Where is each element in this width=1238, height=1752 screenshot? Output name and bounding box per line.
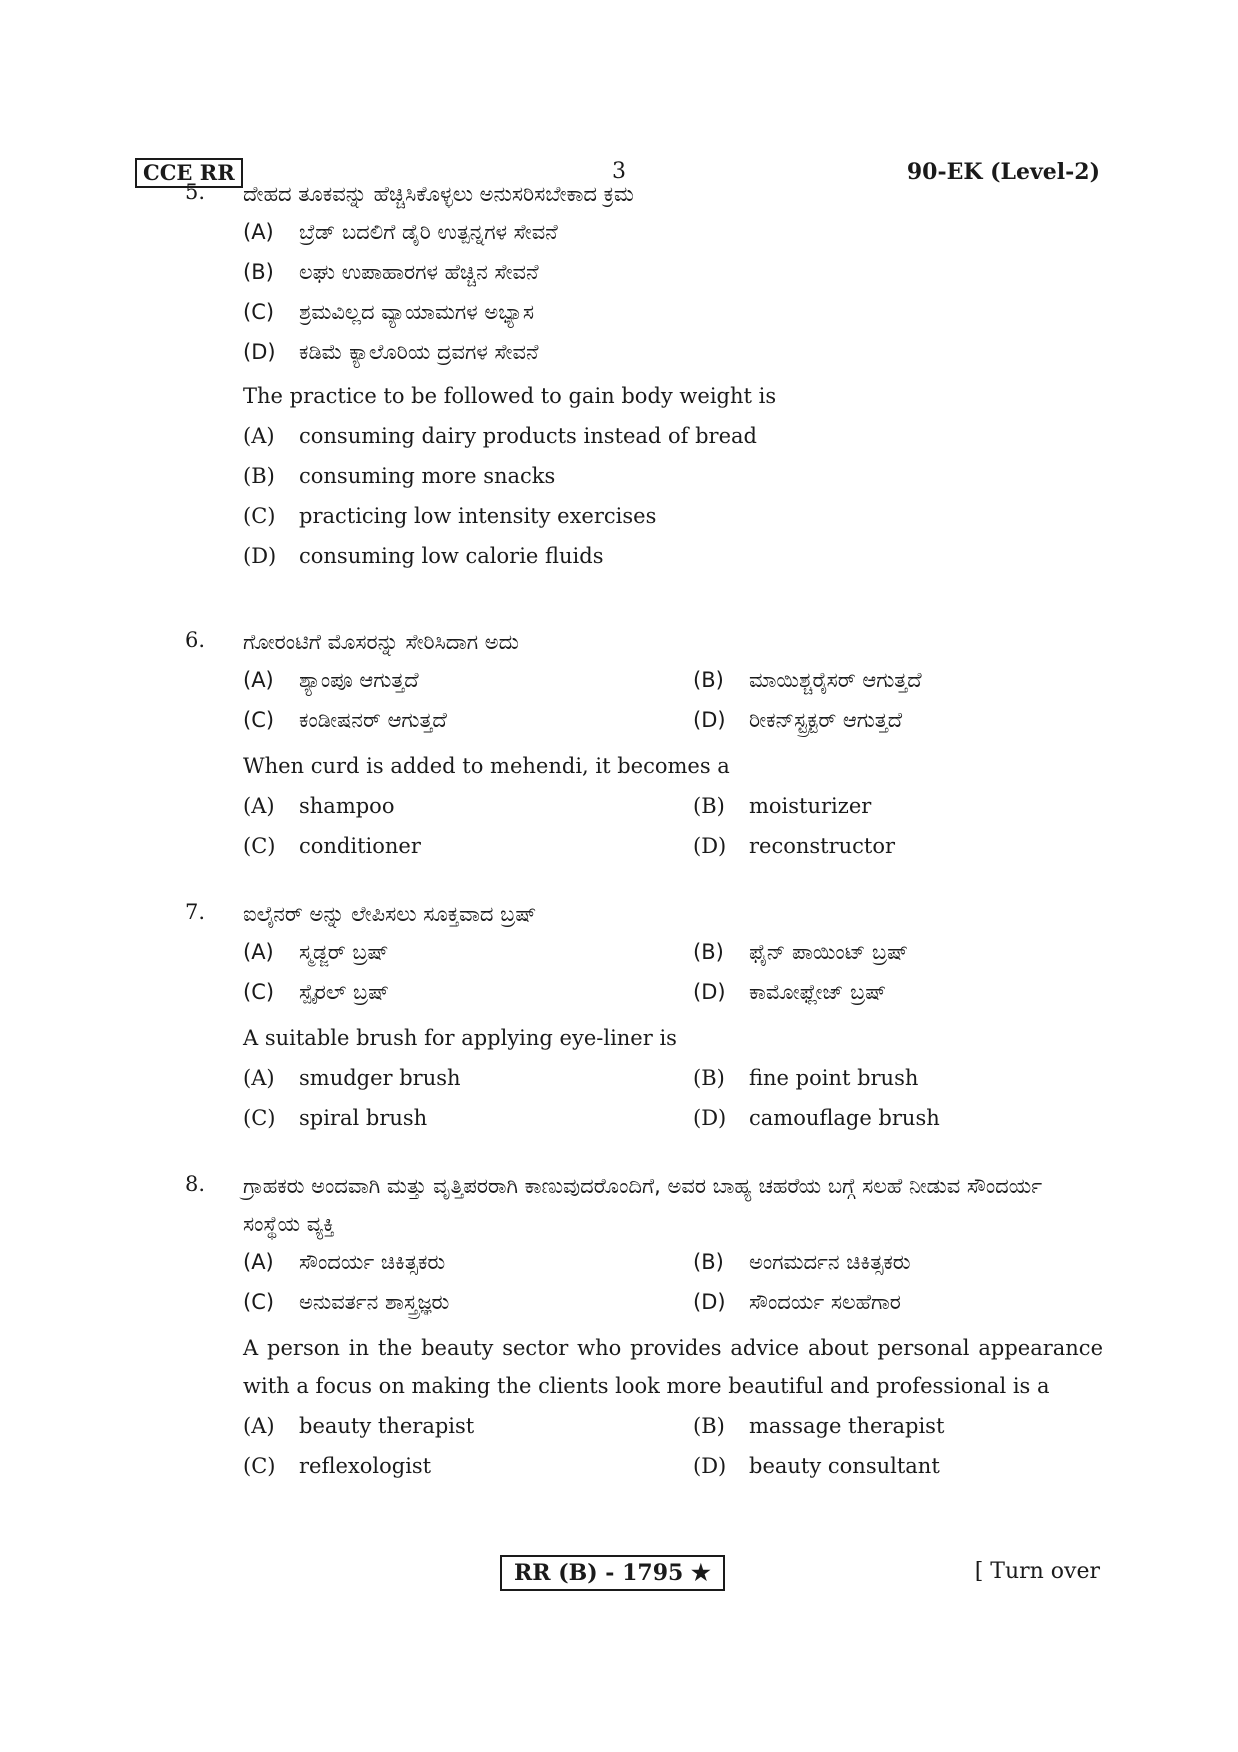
option-label: (C): [243, 980, 275, 1004]
page-number: 3: [612, 159, 626, 184]
option-label: (B): [693, 1250, 724, 1274]
option: [693, 1099, 1103, 1137]
options-kannada: [243, 213, 1103, 371]
option-label: (A): [243, 668, 274, 692]
option-label: (D): [693, 980, 726, 1004]
option-label: (B): [243, 260, 274, 284]
paper-code: 90-EK (Level-2): [906, 159, 1100, 185]
header-code-box: CCE RR: [135, 158, 243, 188]
option-label: (A): [243, 940, 274, 964]
option: [243, 537, 1103, 575]
option-text: ಸ್ಮಡ್ಜರ್ ಬ್ರಷ್: [299, 940, 389, 964]
option-text: spiral brush: [299, 1106, 428, 1130]
question-5: [185, 175, 1105, 577]
option-text: practicing low intensity exercises: [299, 504, 657, 528]
question-stem-english: A suitable brush for applying eye-liner is: [243, 1026, 677, 1050]
option: [693, 1059, 1103, 1097]
option-label: (B): [243, 464, 275, 488]
option: [243, 1407, 693, 1445]
option-text: ಅನುವರ್ತನ ಶಾಸ್ತ್ರಜ್ಞರು: [299, 1290, 450, 1314]
options-kannada: [243, 933, 1103, 1013]
option-text: consuming more snacks: [299, 464, 556, 488]
option-label: (D): [693, 1106, 727, 1130]
option: [693, 701, 1103, 739]
option-text: ಕಡಿಮೆ ಕ್ಯಾಲೊರಿಯ ದ್ರವಗಳ ಸೇವನೆ: [299, 340, 539, 364]
option: [243, 333, 1103, 371]
question-stem-english: The practice to be followed to gain body weight is: [243, 384, 777, 408]
option-text: camouflage brush: [749, 1106, 940, 1130]
option-label: (B): [693, 668, 724, 692]
option-text: ಲಘು ಉಪಾಹಾರಗಳ ಹೆಚ್ಚಿನ ಸೇವನೆ: [299, 260, 539, 284]
option-label: (C): [243, 708, 275, 732]
option: [693, 933, 1103, 971]
option-label: (A): [243, 220, 274, 244]
options-english: [243, 417, 1103, 575]
option: [243, 497, 1103, 535]
option-label: (C): [243, 1290, 275, 1314]
turn-over-note: [ Turn over: [974, 1559, 1100, 1584]
option: [243, 213, 1103, 251]
option-text: ಸೌಂದರ್ಯ ಸಲಹೆಗಾರ: [749, 1290, 901, 1314]
option: [243, 1059, 693, 1097]
option: [243, 933, 693, 971]
option-text: ಕಾಮೋಫ್ಲೇಜ್ ಬ್ರಷ್: [749, 980, 887, 1004]
option-text: massage therapist: [749, 1414, 945, 1438]
question-stem-kannada: ಗೋರಂಟಿಗೆ ಮೊಸರನ್ನು ಸೇರಿಸಿದಾಗ ಅದು: [243, 630, 519, 654]
option: [243, 1283, 693, 1321]
option-label: (C): [243, 1106, 276, 1130]
option: [243, 457, 1103, 495]
option-label: (D): [243, 544, 277, 568]
option-text: ರೀಕನ್‌ಸ್ಟ್ರಕ್ಟರ್ ಆಗುತ್ತದೆ: [749, 708, 903, 732]
option-text: fine point brush: [749, 1066, 919, 1090]
option-text: consuming low calorie fluids: [299, 544, 604, 568]
option: [243, 701, 693, 739]
option-label: (A): [243, 1066, 275, 1090]
option-text: ಕಂಡೀಷನರ್ ಆಗುತ್ತದೆ: [299, 708, 447, 732]
option-text: smudger brush: [299, 1066, 461, 1090]
option: [693, 1407, 1103, 1445]
option-text: reflexologist: [299, 1454, 432, 1478]
option-label: (A): [243, 1250, 274, 1274]
option-text: conditioner: [299, 834, 421, 858]
question-number: 8.: [185, 1172, 206, 1196]
option: [243, 253, 1103, 291]
option-label: (D): [693, 708, 726, 732]
option-label: (D): [693, 1454, 727, 1478]
option-text: ಸ್ಪೈರಲ್ ಬ್ರಷ್: [299, 980, 390, 1004]
question-stem-english: When curd is added to mehendi, it becomes a: [243, 754, 730, 778]
footer-code-box: RR (B) - 1795 ★: [500, 1555, 725, 1591]
option-text: beauty therapist: [299, 1414, 475, 1438]
option: [693, 1243, 1103, 1281]
option-text: consuming dairy products instead of bread: [299, 424, 757, 448]
option-label: (C): [243, 504, 276, 528]
option-text: ಸೌಂದರ್ಯ ಚಿಕಿತ್ಸಕರು: [299, 1250, 446, 1274]
option-label: (C): [243, 1454, 276, 1478]
option-label: (A): [243, 424, 275, 448]
question-stem-kannada: ಗ್ರಾಹಕರು ಅಂದವಾಗಿ ಮತ್ತು ವೃತ್ತಿಪರರಾಗಿ ಕಾಣುವುದರೊಂದಿಗೆ, ಅವರ ಬಾಹ್ಯ ಚಹರೆಯ ಬಗ್ಗೆ ಸಲಹೆ ನೀಡುವ ಸೌಂದರ್ಯ ಸಂಸ್ಥೆಯ ವ್ಯಕ್ತಿ: [243, 1174, 1043, 1236]
option-text: ಶ್ಯಾಂಪೂ ಆಗುತ್ತದೆ: [299, 668, 419, 692]
option: [693, 1447, 1103, 1485]
option: [243, 661, 693, 699]
option: [693, 661, 1103, 699]
question-7: [185, 895, 1105, 1139]
option-label: (C): [243, 834, 276, 858]
option: [243, 293, 1103, 331]
option-label: (A): [243, 1414, 275, 1438]
question-8: [185, 1167, 1105, 1487]
option: [693, 973, 1103, 1011]
options-kannada: [243, 1243, 1103, 1323]
option-text: ಫೈನ್ ಪಾಯಿಂಟ್ ಬ್ರಷ್: [749, 940, 909, 964]
options-english: [243, 1407, 1103, 1487]
option-label: (A): [243, 794, 275, 818]
options-english: [243, 787, 1103, 867]
option-label: (B): [693, 940, 724, 964]
option: [693, 787, 1103, 825]
question-stem-english: A person in the beauty sector who provides advice about personal appearance with a focus on making the clients look more beautiful and professional is a: [243, 1336, 1103, 1398]
option: [243, 973, 693, 1011]
option-label: (D): [243, 340, 276, 364]
option-label: (D): [693, 1290, 726, 1314]
option-text: moisturizer: [749, 794, 872, 818]
option: [693, 827, 1103, 865]
option: [243, 1447, 693, 1485]
question-stem-kannada: ದೇಹದ ತೂಕವನ್ನು ಹೆಚ್ಚಿಸಿಕೊಳ್ಳಲು ಅನುಸರಿಸಬೇಕಾದ ಕ್ರಮ: [243, 182, 634, 206]
option-text: ಬ್ರೆಡ್ ಬದಲಿಗೆ ಡೈರಿ ಉತ್ಪನ್ನಗಳ ಸೇವನೆ: [299, 220, 558, 244]
option-label: (C): [243, 300, 275, 324]
option-text: reconstructor: [749, 834, 896, 858]
options-kannada: [243, 661, 1103, 741]
option-text: ಅಂಗಮರ್ದನ ಚಿಕಿತ್ಸಕರು: [749, 1250, 911, 1274]
option: [243, 417, 1103, 455]
option: [243, 1243, 693, 1281]
option: [243, 787, 693, 825]
option: [243, 1099, 693, 1137]
question-6: [185, 623, 1105, 867]
question-number: 6.: [185, 628, 206, 652]
option-label: (B): [693, 794, 725, 818]
option-text: ಶ್ರಮವಿಲ್ಲದ ವ್ಯಾಯಾಮಗಳ ಅಭ್ಯಾಸ: [299, 300, 535, 324]
option-label: (B): [693, 1414, 725, 1438]
option-text: beauty consultant: [749, 1454, 940, 1478]
option-label: (D): [693, 834, 727, 858]
question-number: 7.: [185, 900, 206, 924]
option-text: shampoo: [299, 794, 395, 818]
option: [693, 1283, 1103, 1321]
options-english: [243, 1059, 1103, 1139]
option-text: ಮಾಯಿಶ್ಚರೈಸರ್ ಆಗುತ್ತದೆ: [749, 668, 922, 692]
option: [243, 827, 693, 865]
option-label: (B): [693, 1066, 725, 1090]
question-number: 5.: [185, 180, 206, 204]
question-stem-kannada: ಐಲೈನರ್ ಅನ್ನು ಲೇಪಿಸಲು ಸೂಕ್ತವಾದ ಬ್ರಷ್: [243, 902, 537, 926]
